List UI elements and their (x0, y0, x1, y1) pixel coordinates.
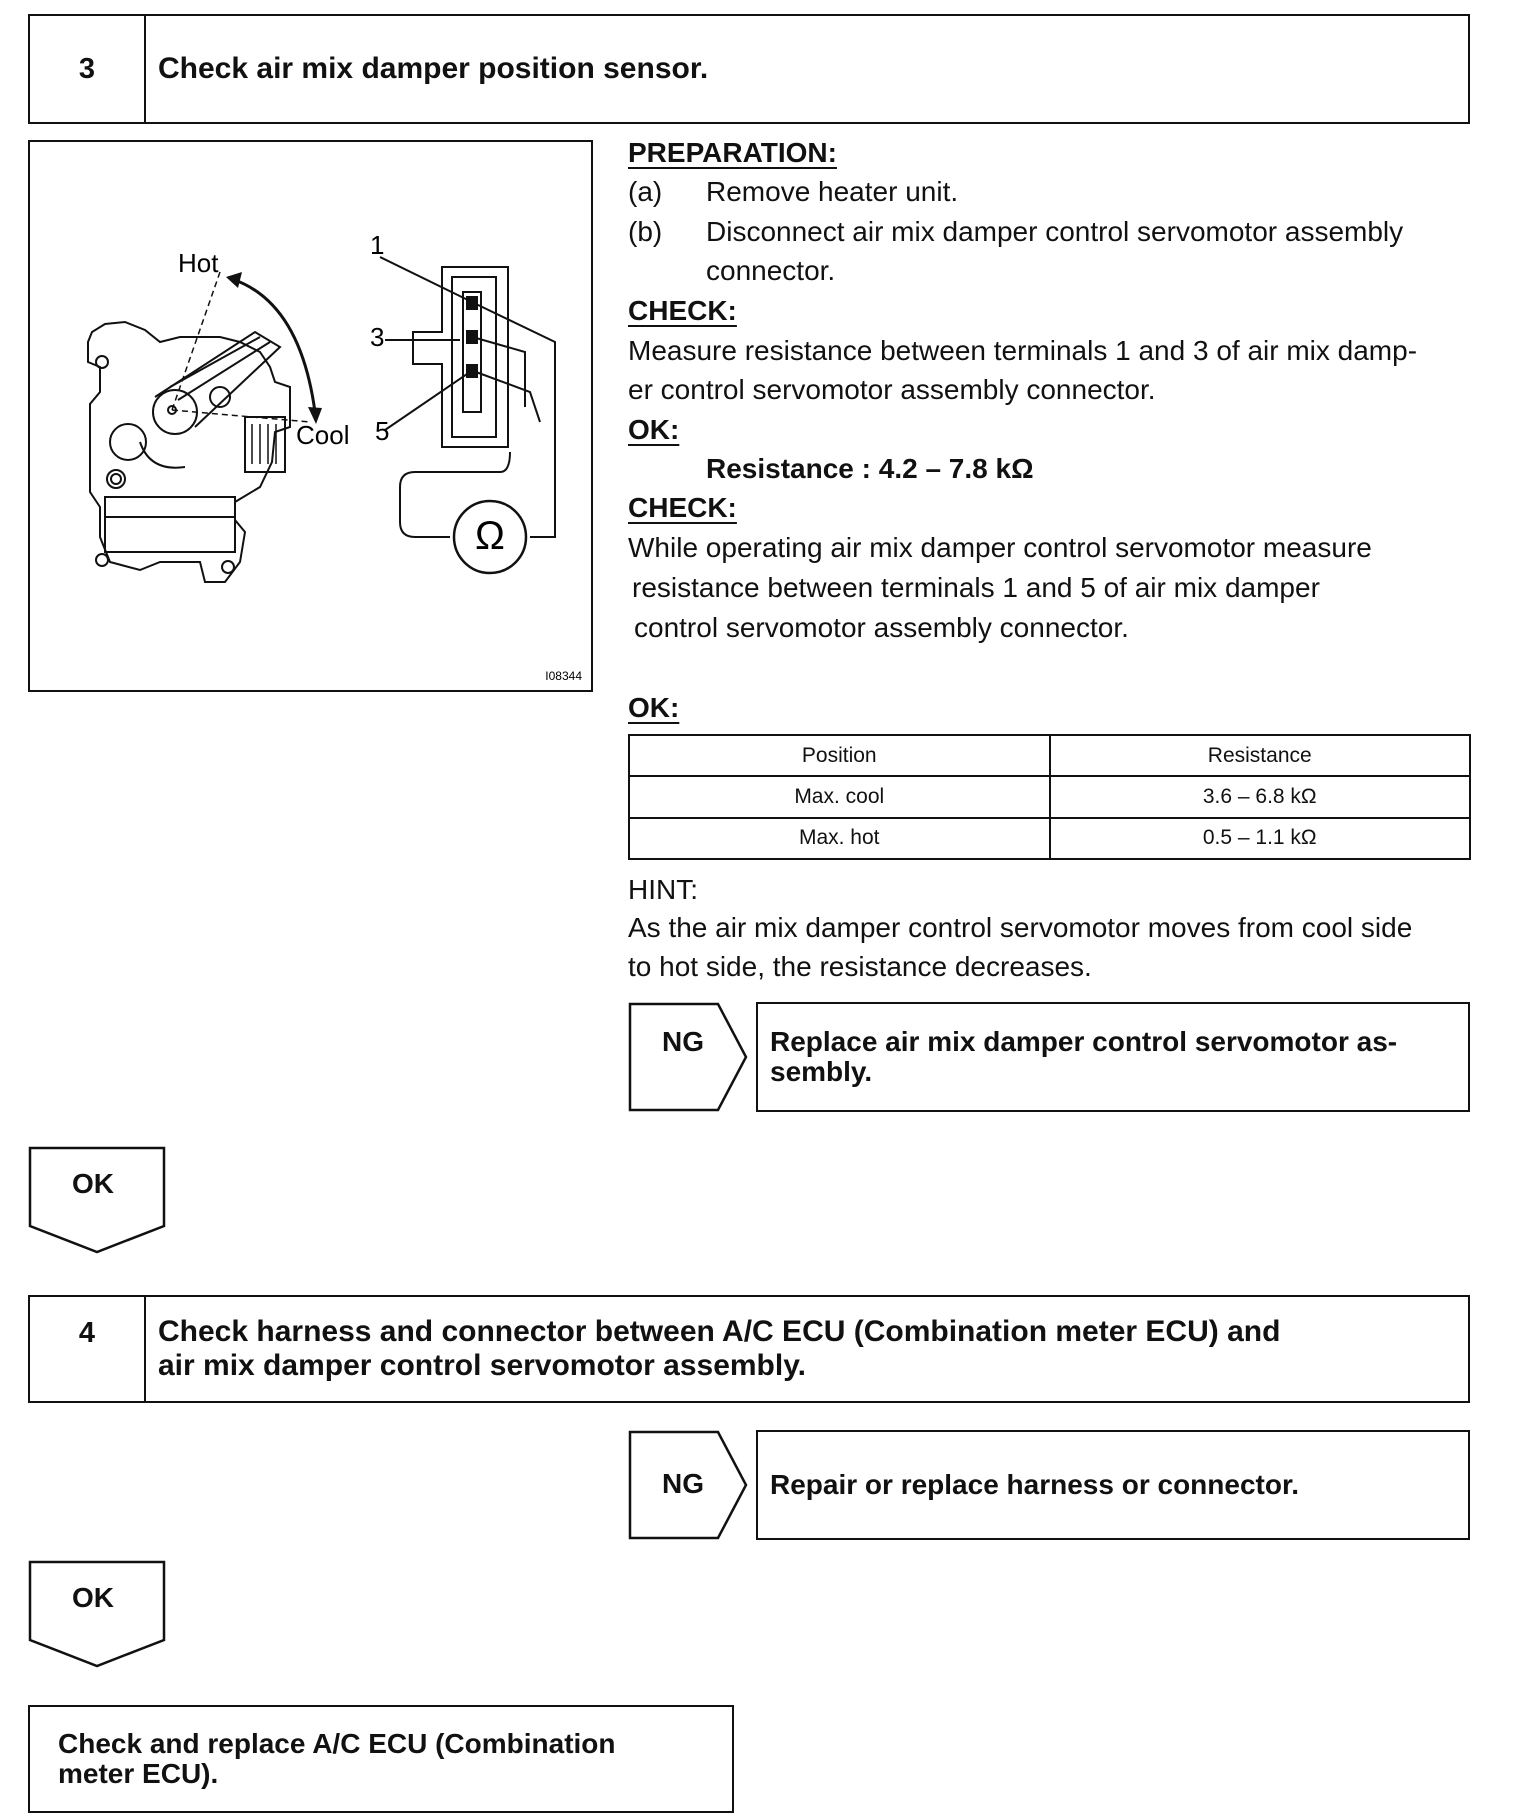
terminal-1-label: 1 (370, 230, 385, 260)
prep-item-b-line2: connector. (706, 255, 836, 286)
ng-result-2: Repair or replace harness or connector. (756, 1430, 1470, 1540)
ng-label: NG (662, 1026, 704, 1057)
terminal-5-label: 5 (375, 416, 390, 446)
table-header-position: Position (629, 735, 1050, 776)
check2-ok-heading: OK: (628, 692, 680, 723)
prep-item-a-text: Remove heater unit. (706, 176, 959, 207)
step3-title: Check air mix damper position sensor. (158, 52, 709, 85)
check1-line2: er control servomotor assembly connector. (628, 374, 1156, 405)
table-cell-position: Max. hot (629, 818, 1050, 859)
hint-line2: to hot side, the resistance decreases. (628, 951, 1092, 982)
check1-ok-heading: OK: (628, 414, 680, 445)
check1-line1: Measure resistance between terminals 1 and 3 of air mix damp- (628, 335, 1418, 366)
step3-header (28, 14, 1470, 124)
hint-heading: HINT: (628, 874, 698, 905)
prep-item-a-marker: (a) (628, 176, 663, 207)
preparation-heading: PREPARATION: (628, 137, 837, 168)
figure-id: I08344 (545, 669, 582, 683)
step4-title (146, 1297, 1468, 1401)
table-header-resistance: Resistance (1050, 735, 1471, 776)
servomotor-diagram (30, 142, 590, 690)
check1-heading: CHECK: (628, 295, 737, 326)
sensor-figure (28, 140, 593, 692)
ok-arrow-shape (28, 1560, 168, 1670)
step4-title-line1: Check harness and connector between A/C ECU (Combination meter ECU) and (158, 1315, 1281, 1348)
table-header-row (629, 735, 1470, 776)
ok-tag-2 (28, 1560, 168, 1670)
final-action-line1: Check and replace A/C ECU (Combination (58, 1728, 616, 1759)
ohm-meter-symbol: Ω (475, 514, 505, 558)
label-hot: Hot (178, 248, 219, 278)
ok-resistance-table (628, 734, 1471, 860)
ng-result-1 (756, 1002, 1470, 1112)
check1-resistance-spec: Resistance : 4.2 – 7.8 kΩ (706, 453, 1034, 484)
table-cell-resistance: 0.5 – 1.1 kΩ (1050, 818, 1471, 859)
check2-line1: While operating air mix damper control servomotor measure (628, 532, 1372, 563)
table-cell-position: Max. cool (629, 776, 1050, 817)
label-cool: Cool (296, 420, 350, 450)
ok-label: OK (72, 1582, 114, 1613)
step4-header (28, 1295, 1470, 1403)
table-row (629, 776, 1470, 817)
ng-result-1-line2: sembly. (770, 1056, 873, 1087)
ok-arrow-shape (28, 1146, 168, 1256)
ng-tag-2 (628, 1430, 753, 1540)
ng-label: NG (662, 1468, 704, 1499)
final-action-box (28, 1705, 734, 1813)
check2-line2: resistance between terminals 1 and 5 of air mix damper (632, 572, 1320, 603)
step4-title-line2: air mix damper control servomotor assembly. (158, 1349, 807, 1382)
hint-line1: As the air mix damper control servomotor moves from cool side (628, 912, 1413, 943)
ok-label: OK (72, 1168, 114, 1199)
prep-item-b-marker: (b) (628, 216, 663, 247)
prep-item-b-line1: Disconnect air mix damper control servomotor assembly (706, 216, 1404, 247)
ng-tag-1 (628, 1002, 753, 1112)
ok-tag-1 (28, 1146, 168, 1256)
terminal-3-label: 3 (370, 322, 385, 352)
table-row (629, 818, 1470, 859)
check2-heading: CHECK: (628, 492, 737, 523)
ng-result-1-line1: Replace air mix damper control servomotor as- (770, 1026, 1398, 1057)
step4-number: 4 (30, 1297, 146, 1401)
step3-number: 3 (30, 16, 146, 122)
final-action-line2: meter ECU). (58, 1758, 219, 1789)
check2-line3: control servomotor assembly connector. (634, 612, 1129, 643)
table-cell-resistance: 3.6 – 6.8 kΩ (1050, 776, 1471, 817)
